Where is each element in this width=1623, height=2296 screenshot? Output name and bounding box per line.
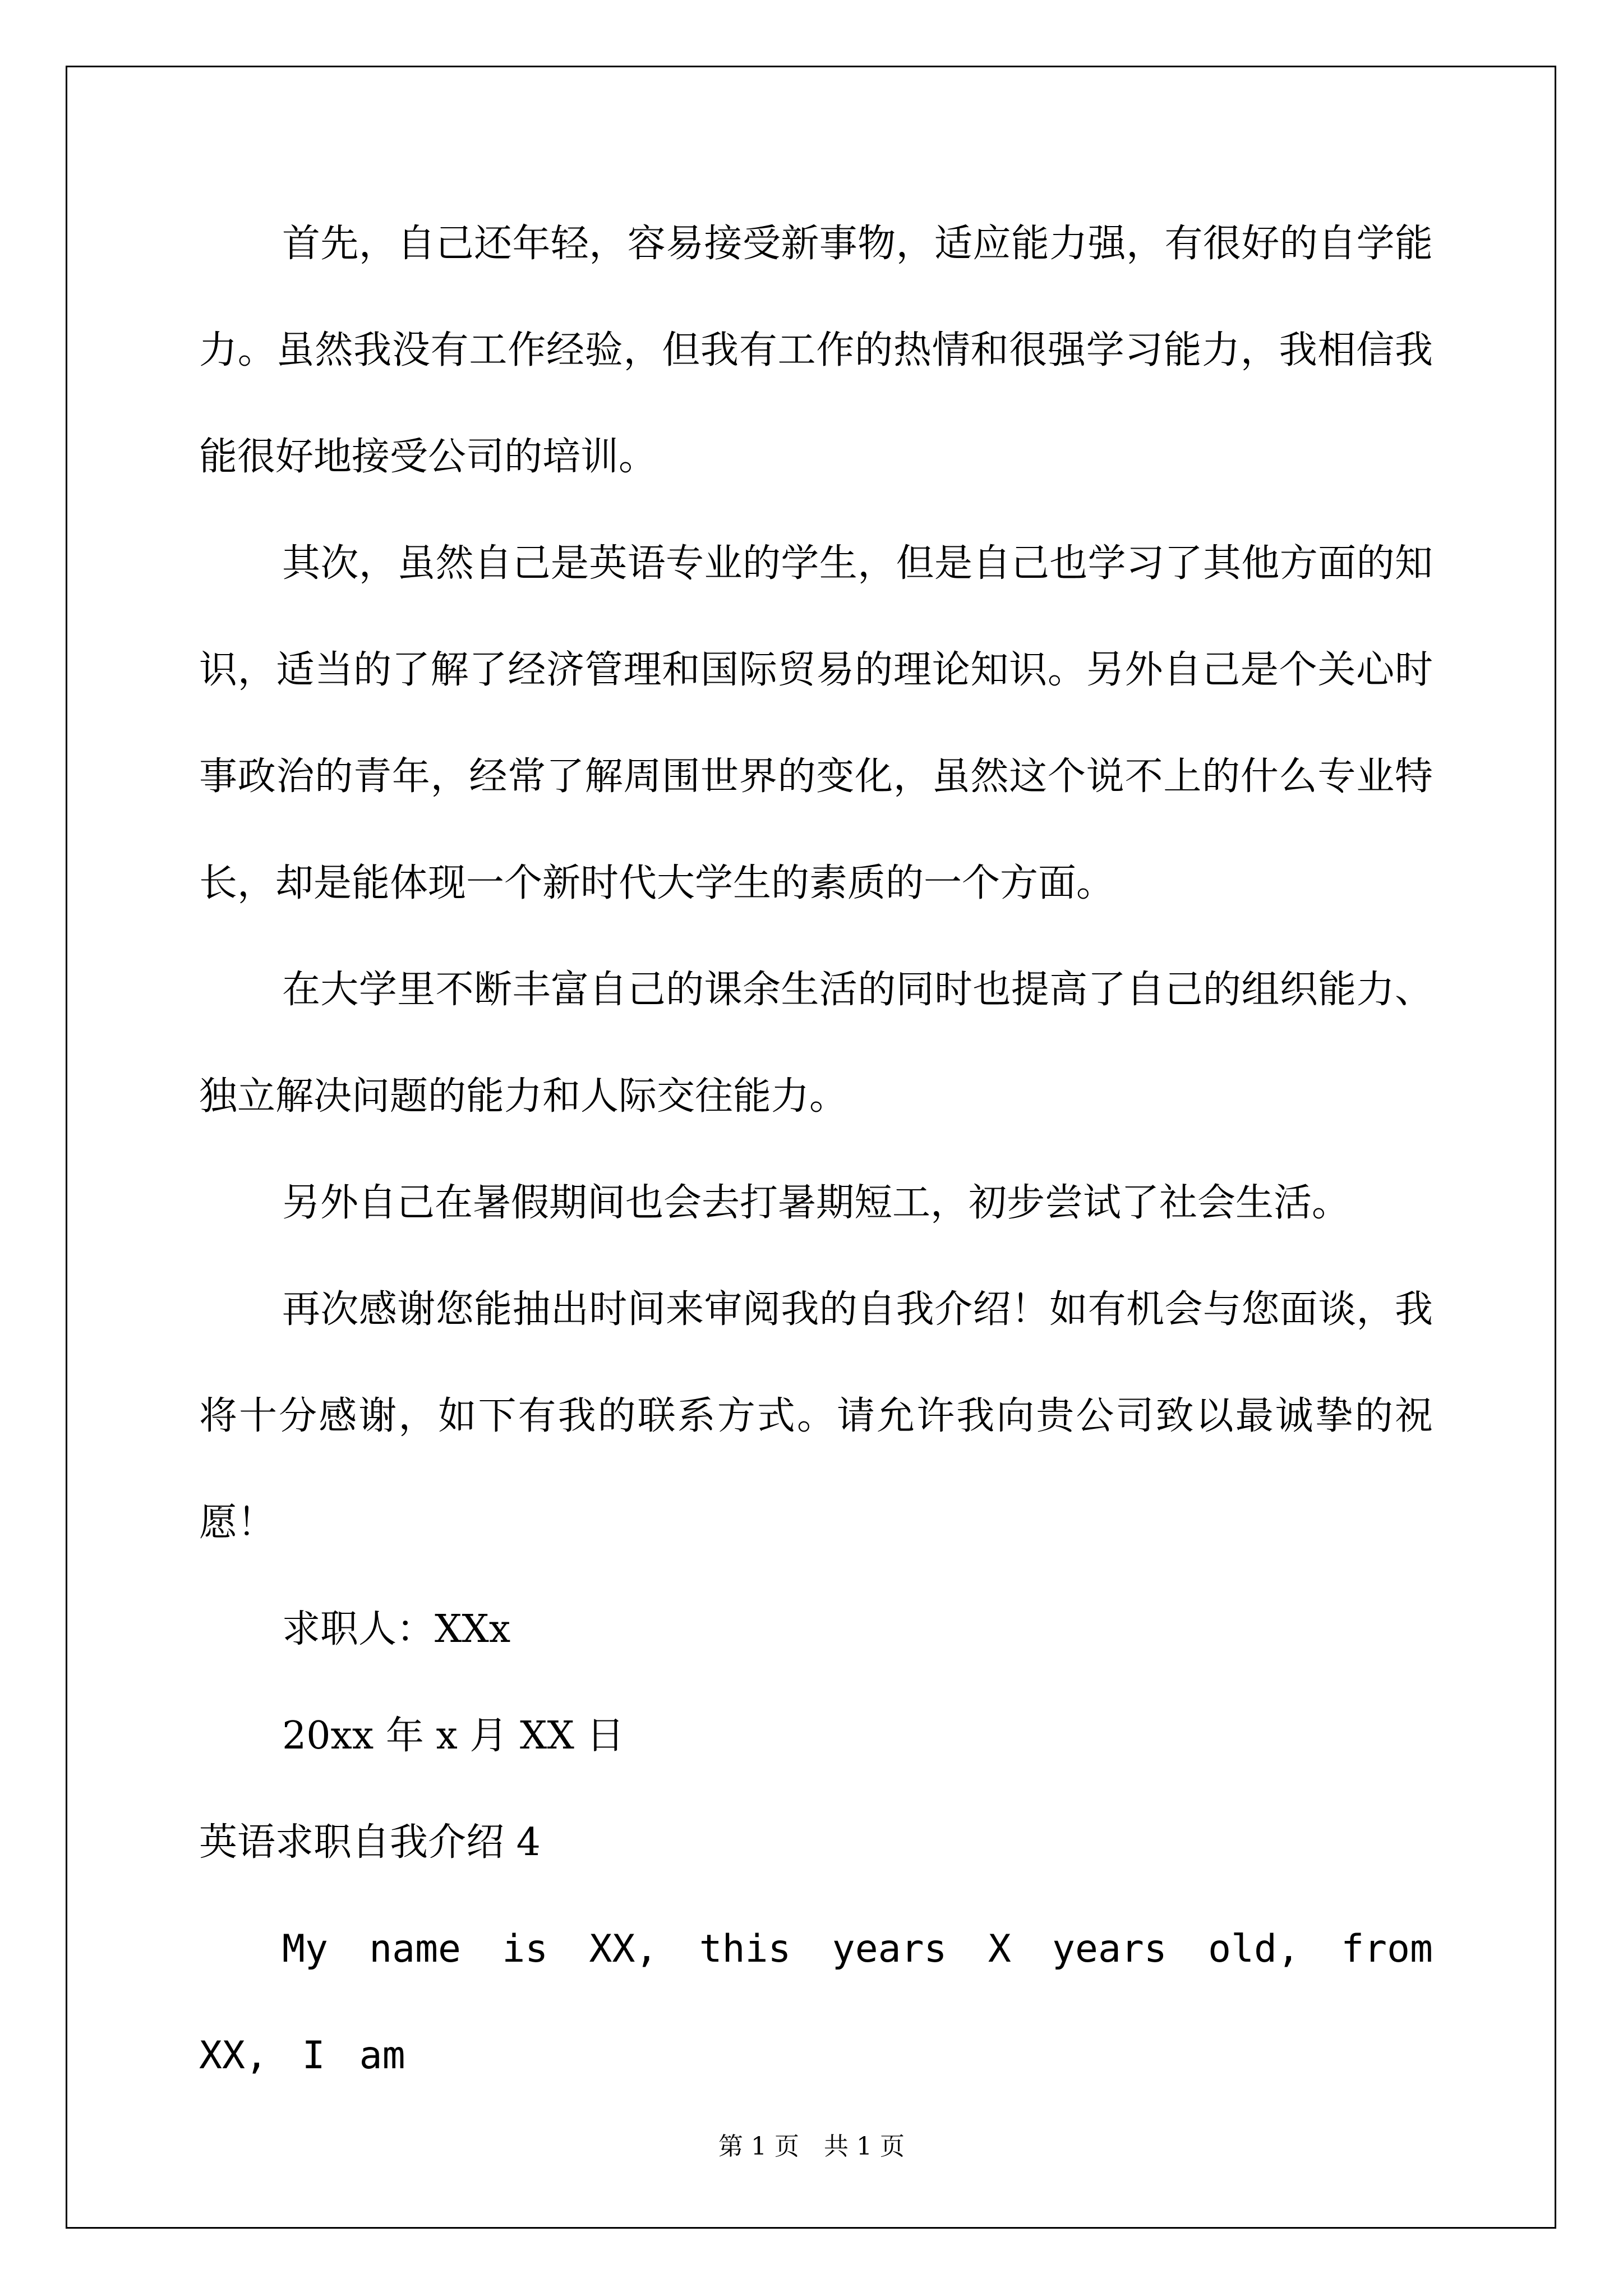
paragraph-english-intro: My name is XX, this years X years old, from XX, I am	[199, 1927, 1433, 2078]
page-footer: 第 1 页 共 1 页	[718, 2132, 905, 2161]
paragraph-summer-work: 另外自己在暑假期间也会去打暑期短工，初步尝试了社会生活。	[282, 1181, 1350, 1225]
signature-date: 20xx 年 x 月 XX 日	[282, 1714, 625, 1758]
paragraph-strengths: 首先，自己还年轻，容易接受新事物，适应能力强，有很好的自学能力。虽然我没有工作经验，但我有工作的热情和很强学习能力，我相信我能很好地接受公司的培训。	[199, 222, 1433, 479]
paragraph-activities: 在大学里不断丰富自己的课余生活的同时也提高了自己的组织能力、独立解决问题的能力和人际交往能力。	[199, 968, 1433, 1119]
signature-applicant: 求职人：XXx	[282, 1607, 511, 1651]
paragraph-thanks: 再次感谢您能抽出时间来审阅我的自我介绍！如有机会与您面谈，我将十分感谢，如下有我的联系方式。请允许我向贵公司致以最诚挚的祝愿！	[199, 1287, 1433, 1545]
paragraph-knowledge: 其次，虽然自己是英语专业的学生，但是自己也学习了其他方面的知识，适当的了解了经济管理和国际贸易的理论知识。另外自己是个关心时事政治的青年，经常了解周围世界的变化，虽然这个说不上的什么专业特长，却是能体现一个新时代大学生的素质的一个方面。	[199, 541, 1433, 905]
section-heading: 英语求职自我介绍 4	[199, 1820, 541, 1865]
document-body	[199, 191, 1433, 2109]
